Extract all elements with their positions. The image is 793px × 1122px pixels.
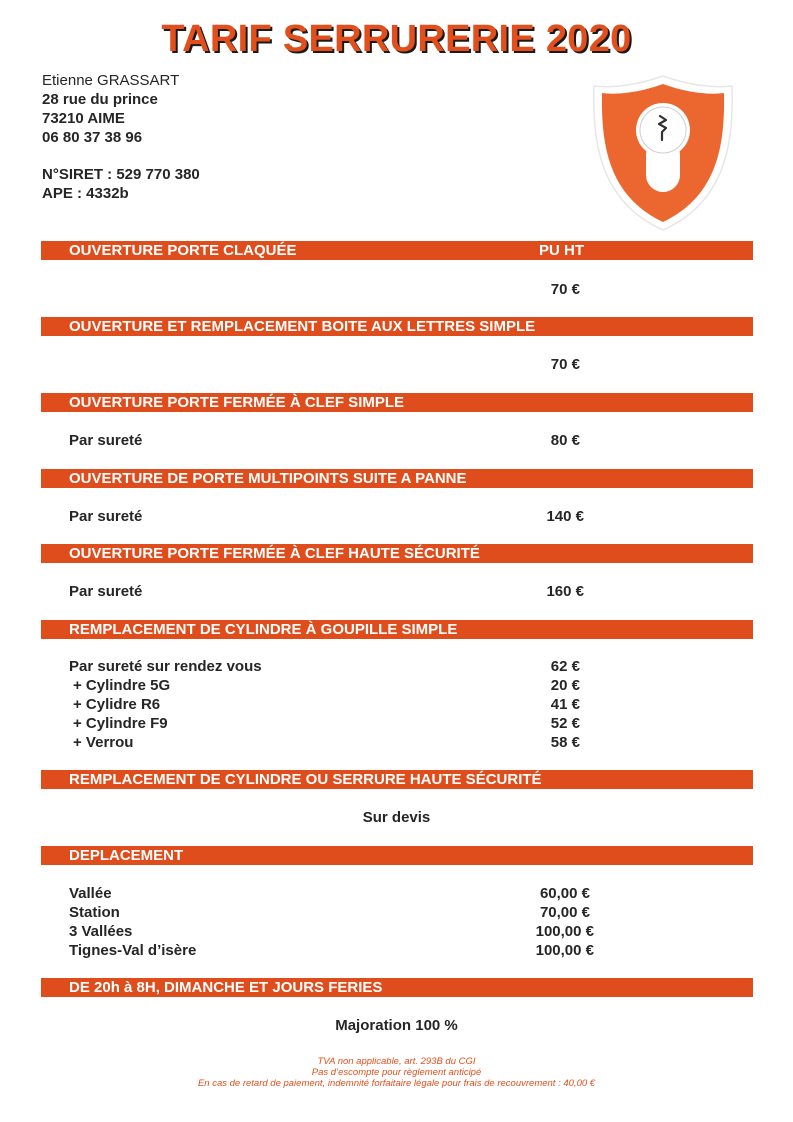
section-title: OUVERTURE PORTE CLAQUÉE bbox=[69, 242, 297, 259]
item-label: Par sureté bbox=[69, 508, 143, 525]
contact-ape: APE : 4332b bbox=[42, 185, 129, 202]
section-title: REMPLACEMENT DE CYLINDRE À GOUPILLE SIMPLE bbox=[69, 621, 458, 638]
section-title: OUVERTURE DE PORTE MULTIPOINTS SUITE A PANNE bbox=[69, 470, 467, 487]
price: 41 € bbox=[550, 696, 580, 713]
pu-ht-header: PU HT bbox=[539, 242, 584, 259]
footer-tva: TVA non applicable, art. 293B du CGI bbox=[317, 1056, 476, 1067]
lock-cylinder-shield-icon bbox=[590, 72, 736, 234]
contact-name: Etienne GRASSART bbox=[42, 72, 180, 89]
price: 100,00 € bbox=[535, 923, 594, 940]
price: 160 € bbox=[546, 583, 584, 600]
item-label: + Verrou bbox=[73, 734, 134, 751]
section-header-haute-securite bbox=[41, 544, 753, 563]
price: 70 € bbox=[550, 356, 580, 373]
section-title: OUVERTURE PORTE FERMÉE À CLEF SIMPLE bbox=[69, 394, 405, 411]
section-title: REMPLACEMENT DE CYLINDRE OU SERRURE HAUTE SÉCURITÉ bbox=[69, 771, 542, 788]
section-header-clef-simple bbox=[41, 393, 753, 412]
price: 20 € bbox=[550, 677, 580, 694]
section-header-cylindre-goupille bbox=[41, 620, 753, 639]
price: 100,00 € bbox=[535, 942, 594, 959]
item-label: Station bbox=[69, 904, 120, 921]
item-label: Par sureté bbox=[69, 583, 143, 600]
section-header-serrure-haute-securite bbox=[41, 770, 753, 789]
section-header-deplacement bbox=[41, 846, 753, 865]
item-label: Vallée bbox=[69, 885, 112, 902]
item-label: + Cylindre 5G bbox=[73, 677, 171, 694]
footer-escompte: Pas d’escompte pour règlement anticipé bbox=[311, 1067, 482, 1078]
note: Majoration 100 % bbox=[335, 1017, 458, 1034]
price: 140 € bbox=[546, 508, 584, 525]
price: 80 € bbox=[550, 432, 580, 449]
section-header-nuit-dimanche bbox=[41, 978, 753, 997]
price: 70,00 € bbox=[539, 904, 590, 921]
price: 58 € bbox=[550, 734, 580, 751]
contact-street: 28 rue du prince bbox=[42, 91, 158, 108]
price: 52 € bbox=[550, 715, 580, 732]
contact-phone: 06 80 37 38 96 bbox=[42, 129, 143, 146]
section-header-multipoints bbox=[41, 469, 753, 488]
item-label: Par sureté sur rendez vous bbox=[69, 658, 262, 675]
contact-city: 73210 AIME bbox=[42, 110, 125, 127]
footer-retard: En cas de retard de paiement, indemnité forfaitaire légale pour frais de recouvrement : 40,00 € bbox=[197, 1078, 596, 1089]
section-title: DE 20h à 8H, DIMANCHE ET JOURS FERIES bbox=[69, 979, 383, 996]
note: Sur devis bbox=[362, 809, 431, 826]
section-title: OUVERTURE ET REMPLACEMENT BOITE AUX LETTRES SIMPLE bbox=[69, 318, 536, 335]
section-title: DEPLACEMENT bbox=[69, 847, 184, 864]
section-header-porte-claquee bbox=[41, 241, 753, 260]
item-label: + Cylidre R6 bbox=[73, 696, 161, 713]
section-title: OUVERTURE PORTE FERMÉE À CLEF HAUTE SÉCURITÉ bbox=[69, 545, 480, 562]
item-label: 3 Vallées bbox=[69, 923, 133, 940]
contact-siret: N°SIRET : 529 770 380 bbox=[42, 166, 200, 183]
section-header-boite-aux-lettres bbox=[41, 317, 753, 336]
price: 62 € bbox=[550, 658, 580, 675]
item-label: + Cylindre F9 bbox=[73, 715, 168, 732]
item-label: Tignes-Val d’isère bbox=[69, 942, 197, 959]
price: 60,00 € bbox=[539, 885, 590, 902]
page-title: TARIF SERRURERIE 2020 bbox=[161, 18, 632, 60]
price: 70 € bbox=[550, 281, 580, 298]
item-label: Par sureté bbox=[69, 432, 143, 449]
